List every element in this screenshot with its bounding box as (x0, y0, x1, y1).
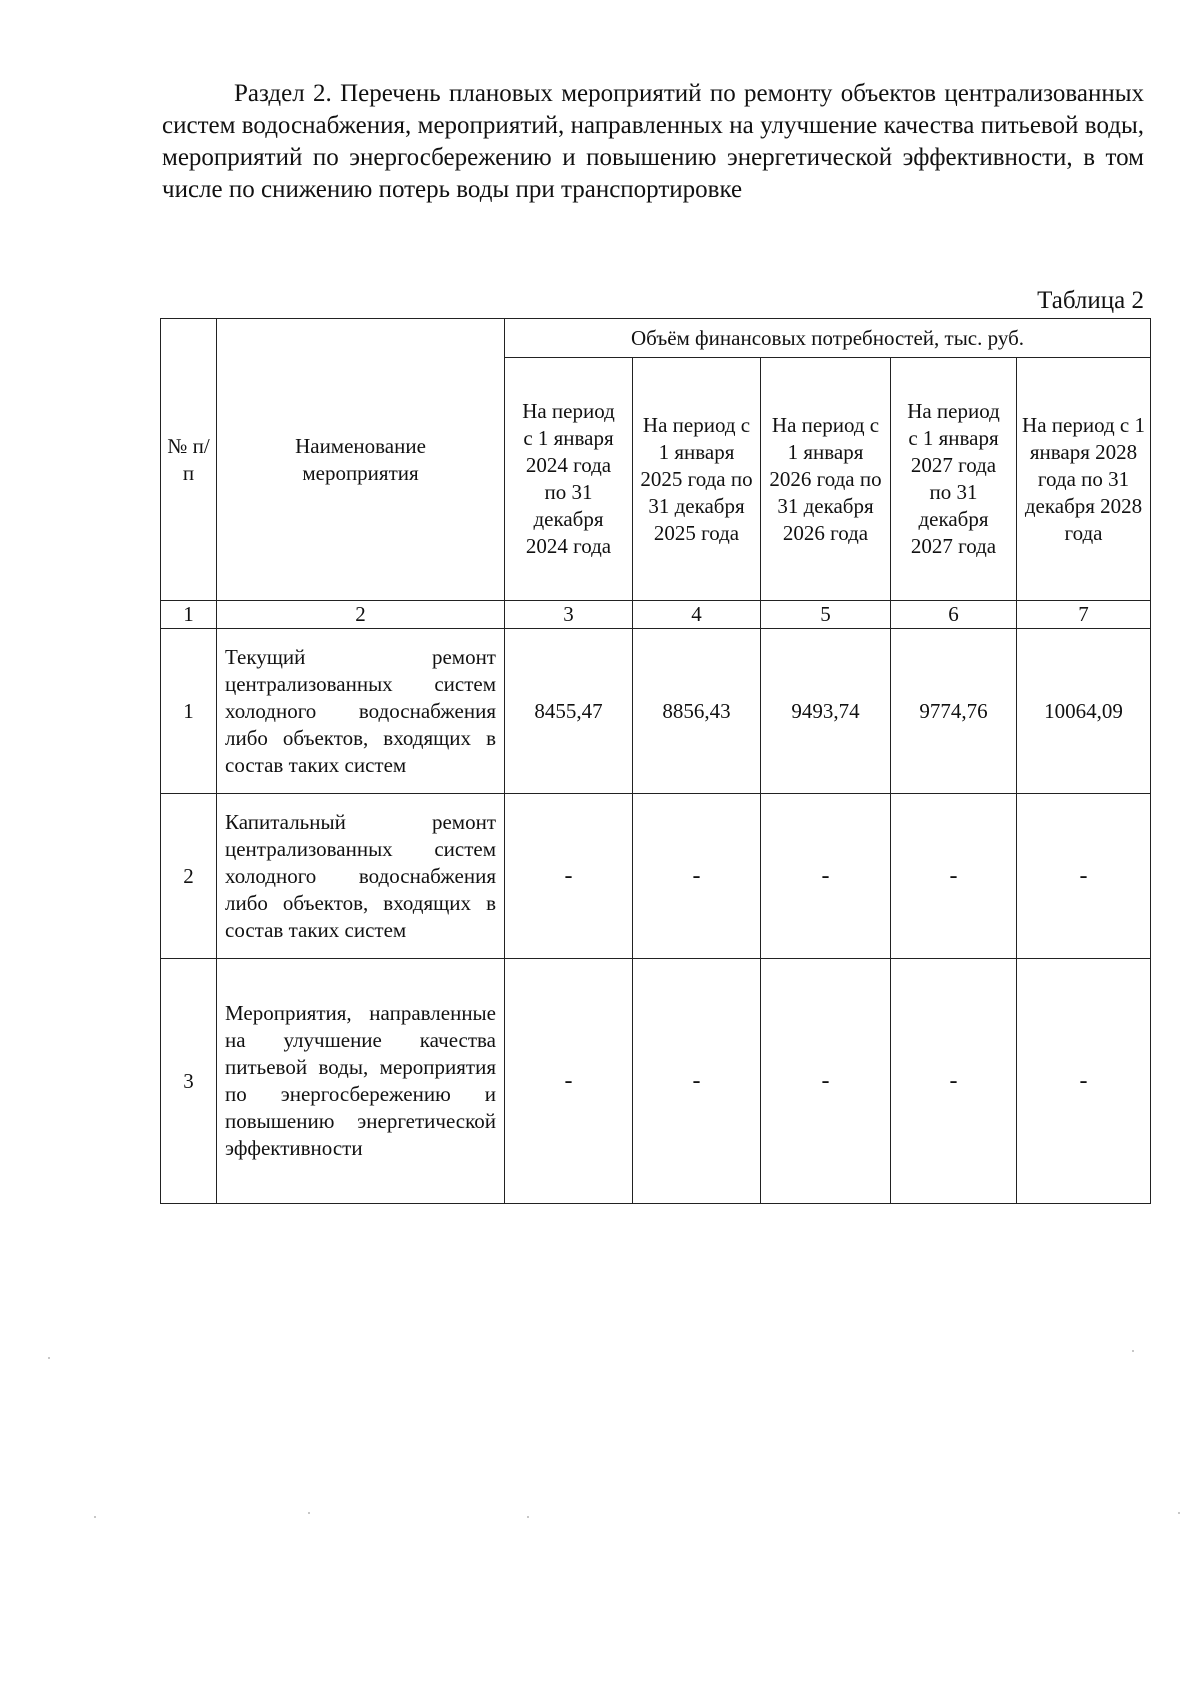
row-name: Мероприятия, направленные на улучшение качества питьевой воды, мероприятия по энергосбережению и повышению энергетической эффективности (217, 959, 505, 1204)
header-finance-group: Объём финансовых потребностей, тыс. руб. (505, 319, 1151, 358)
section-title: Раздел 2. Перечень плановых мероприятий по ремонту объектов централизованных систем водоснабжения, мероприятий, направленных на улучшение качества питьевой воды, мероприятий по энергосбережению и повышению энергетической эффективности, в том числе по снижению потерь воды при транспортировке (162, 80, 1144, 203)
value-2027: - (891, 959, 1017, 1204)
scan-speck (527, 1516, 529, 1518)
header-period-2027: На период с 1 января 2027 года по 31 декабря 2027 года (891, 358, 1017, 601)
header-period-2026: На период с 1 января 2026 года по 31 декабря 2026 года (761, 358, 891, 601)
column-number: 2 (217, 601, 505, 629)
scan-speck (48, 1357, 50, 1359)
value-2028: - (1017, 794, 1151, 959)
scan-speck (94, 1516, 96, 1518)
row-number: 3 (161, 959, 217, 1204)
column-number: 7 (1017, 601, 1151, 629)
value-2025: - (633, 794, 761, 959)
header-number: № п/п (161, 319, 217, 601)
row-name: Капитальный ремонт централизованных систем холодного водоснабжения либо объектов, входящих в состав таких систем (217, 794, 505, 959)
value-2027: - (891, 794, 1017, 959)
value-2024: - (505, 959, 633, 1204)
scan-speck (1178, 1512, 1180, 1514)
column-number: 5 (761, 601, 891, 629)
value-2026: - (761, 959, 891, 1204)
header-period-2024: На период с 1 января 2024 года по 31 декабря 2024 года (505, 358, 633, 601)
column-number-row (161, 601, 1151, 629)
value-2026: - (761, 794, 891, 959)
row-name: Текущий ремонт централизованных систем холодного водоснабжения либо объектов, входящих в состав таких систем (217, 629, 505, 794)
value-2024: - (505, 794, 633, 959)
row-number: 2 (161, 794, 217, 959)
column-number: 6 (891, 601, 1017, 629)
value-2028: 10064,09 (1017, 629, 1151, 794)
table-caption: Таблица 2 (1037, 287, 1144, 314)
value-2025: 8856,43 (633, 629, 761, 794)
header-period-2025: На период с 1 января 2025 года по 31 декабря 2025 года (633, 358, 761, 601)
header-period-2028: На период с 1 января 2028 года по 31 декабря 2028 года (1017, 358, 1151, 601)
column-number: 3 (505, 601, 633, 629)
value-2026: 9493,74 (761, 629, 891, 794)
financing-table (160, 318, 1151, 1204)
value-2025: - (633, 959, 761, 1204)
value-2027: 9774,76 (891, 629, 1017, 794)
row-number: 1 (161, 629, 217, 794)
value-2028: - (1017, 959, 1151, 1204)
column-number: 1 (161, 601, 217, 629)
value-2024: 8455,47 (505, 629, 633, 794)
table-row (161, 629, 1151, 794)
scan-speck (1132, 1350, 1134, 1352)
table-row (161, 794, 1151, 959)
column-number: 4 (633, 601, 761, 629)
header-name: Наименование мероприятия (217, 319, 505, 601)
table-row (161, 959, 1151, 1204)
scan-speck (308, 1512, 310, 1514)
